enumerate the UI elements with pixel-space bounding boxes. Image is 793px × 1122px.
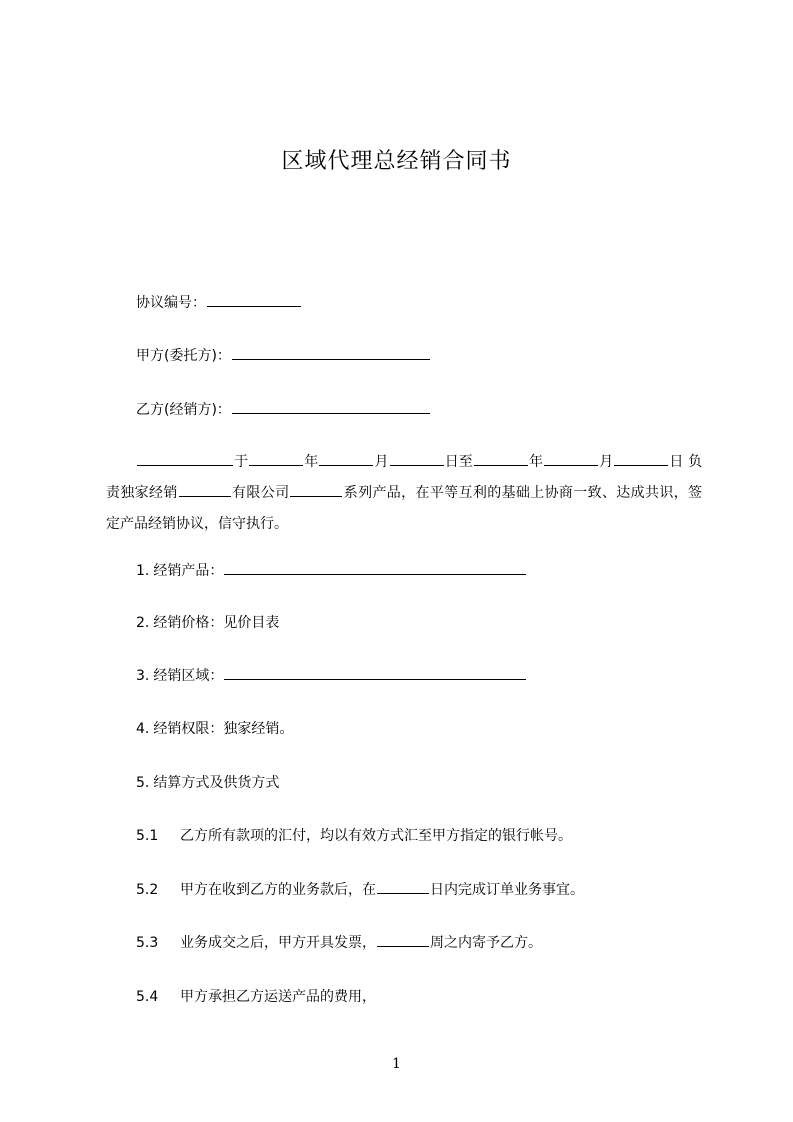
intro-text-nian: 年 — [304, 454, 319, 470]
item-3-blank — [224, 665, 526, 680]
intro-text-rizhi: 日至 — [444, 454, 473, 470]
item-5-text: 结算方式及供货方式 — [153, 775, 280, 791]
item-4-number: 4. — [136, 721, 150, 737]
item-2-text: 经销价格：见价目表 — [153, 615, 280, 631]
intro-text-yue2: 月 — [599, 454, 614, 470]
intro-blank-party — [137, 451, 233, 466]
item-1-blank — [224, 560, 526, 575]
subitem-5-3-number: 5.3 — [136, 935, 159, 951]
intro-blank-day1 — [390, 451, 444, 466]
subitem-5-2-pre: 甲方在收到乙方的业务款后，在 — [180, 882, 376, 898]
intro-text-youxian: 有限公司 — [231, 485, 290, 501]
intro-blank-month1 — [319, 451, 373, 466]
item-3 — [136, 665, 527, 685]
subitem-5-1-number: 5.1 — [136, 828, 159, 844]
subitem-5-4 — [136, 986, 376, 1006]
intro-paragraph — [106, 447, 702, 540]
intro-blank-series — [290, 482, 342, 497]
subitem-5-3-post: 周之内寄予乙方。 — [430, 935, 542, 951]
intro-blank-month2 — [544, 451, 598, 466]
intro-blank-company — [179, 482, 231, 497]
party-a-blank — [232, 345, 430, 360]
subitem-5-3 — [136, 932, 542, 952]
subitem-5-4-number: 5.4 — [136, 989, 159, 1005]
item-1 — [136, 560, 527, 580]
intro-text-ri: 日 — [669, 454, 684, 470]
party-a-line — [136, 345, 431, 365]
subitem-5-3-blank — [377, 932, 429, 947]
item-5 — [136, 772, 279, 792]
intro-blank-year2 — [474, 451, 528, 466]
page-number: 1 — [392, 1056, 401, 1072]
item-5-number: 5. — [136, 775, 150, 791]
item-2-number: 2. — [136, 615, 150, 631]
party-b-blank — [232, 399, 430, 414]
intro-text-rest: 系列产品，在平等互利的基础上协商一致、达成共识，签定产品经销协议，信守执行。 — [106, 485, 703, 532]
intro-text-yue: 月 — [374, 454, 389, 470]
agreement-number-blank — [207, 292, 301, 307]
document-title: 区域代理总经销合同书 — [281, 149, 512, 174]
subitem-5-2-number: 5.2 — [136, 882, 159, 898]
subitem-5-3-pre: 业务成交之后，甲方开具发票， — [180, 935, 376, 951]
intro-blank-year1 — [249, 451, 303, 466]
item-1-number: 1. — [136, 563, 150, 579]
subitem-5-2-blank — [377, 879, 429, 894]
subitem-5-1-text: 乙方所有款项的汇付，均以有效方式汇至甲方指定的银行帐号。 — [180, 828, 572, 844]
item-3-label: 经销区域： — [153, 668, 224, 684]
intro-text-fuze: 负责独家经销 — [106, 454, 703, 501]
item-2 — [136, 612, 279, 632]
item-1-label: 经销产品： — [153, 563, 224, 579]
agreement-number-line — [136, 292, 302, 312]
item-4-text: 经销权限：独家经销。 — [153, 721, 294, 737]
subitem-5-2 — [136, 879, 584, 899]
subitem-5-1 — [136, 825, 572, 845]
agreement-number-label: 协议编号： — [136, 295, 206, 311]
party-a-label: 甲方(委托方)： — [136, 348, 231, 364]
party-b-label: 乙方(经销方)： — [136, 402, 231, 418]
intro-text-nian2: 年 — [528, 454, 544, 470]
intro-text-yu: 于 — [234, 454, 249, 470]
subitem-5-2-post: 日内完成订单业务事宜。 — [430, 882, 584, 898]
item-3-number: 3. — [136, 668, 150, 684]
item-4 — [136, 718, 293, 738]
party-b-line — [136, 399, 431, 419]
subitem-5-4-text: 甲方承担乙方运送产品的费用， — [180, 989, 376, 1005]
intro-blank-day2 — [614, 451, 668, 466]
